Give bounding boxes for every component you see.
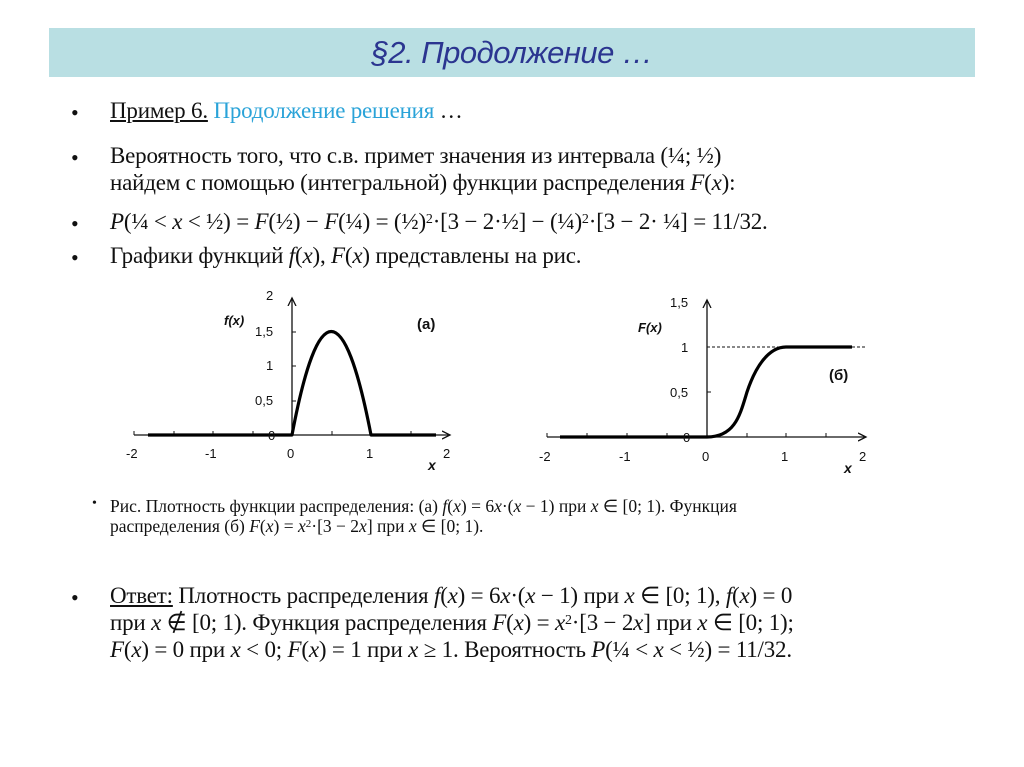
svg-text:1: 1 [266,358,274,373]
svg-text:0: 0 [683,430,691,445]
bullet-icon: • [71,100,79,125]
svg-text:-1: -1 [205,446,217,461]
svg-text:0: 0 [702,449,710,464]
bullet-icon: • [92,496,97,511]
figure-caption-line2: распределения (б) $F(x) = x^2\cdot[3 - 2x]$ при x ∈ [0; 1). [110,516,484,536]
svg-text:0: 0 [268,428,276,443]
figure-caption-line1: Рис. Плотность функции распределения: (а) f(x) = 6x·(x − 1) при x ∈ [0; 1). Функция [110,496,737,516]
answer-line1: Ответ: Плотность распределения f(x) = 6x·(x − 1) при x ∈ [0; 1), f(x) = 0 [110,583,793,608]
probability-intro-line2: найдем с помощью (интегральной) функции распределения F(x): [110,170,736,195]
bullet-icon: • [71,585,79,610]
bullet-icon: • [71,245,79,270]
svg-text:-2: -2 [539,449,551,464]
answer-line3: F(x) = 0 при x < 0; F(x) = 1 при x ≥ 1. Вероятность P(¼ < x < ½) = 11/32. [110,637,792,662]
svg-text:2: 2 [859,449,867,464]
chart-a-label: (а) [417,316,436,333]
graphs-intro: Графики функций f(x), F(x) представлены на рис. [110,243,582,268]
svg-text:1: 1 [681,340,689,355]
svg-text:0,5: 0,5 [670,385,689,400]
svg-text:1,5: 1,5 [670,295,689,310]
svg-text:1,5: 1,5 [255,324,274,339]
bullet-icon: • [71,145,79,170]
y-axis-label-b: F(x) [638,320,662,335]
chart-b-label: (б) [829,367,849,384]
svg-text:-2: -2 [126,446,138,461]
svg-text:0: 0 [287,446,295,461]
svg-text:1: 1 [366,446,374,461]
x-axis-label: x [428,457,436,473]
svg-text:1: 1 [781,449,789,464]
example-heading: Пример 6. Продолжение решения … [110,98,463,123]
svg-text:-1: -1 [619,449,631,464]
y-axis-label: f(x) [224,313,245,328]
example-subtitle: Продолжение решения [213,98,435,123]
cdf-curve [560,347,852,437]
bullet-icon: • [71,211,79,236]
answer-line2: при x ∉ [0; 1). Функция распределения $F(x) = x^2\cdot[3 - 2x]$ при x ∈ [0; 1); [110,610,794,635]
probability-formula: P(¼ < x < ½) = F(½) − F(¼) = (½)$^2$·[3 − 2·½] − (¼)$^2$·[3 − 2· ¼] = 11/32. [110,209,768,234]
example-label: Пример 6. [110,98,208,123]
slide-title: §2. Продолжение … [371,35,653,70]
probability-intro-line1: Вероятность того, что с.в. примет значения из интервала (¼; ½) [110,143,722,168]
x-axis-label-b: x [844,460,852,476]
answer-label: Ответ: [110,583,173,608]
svg-text:2: 2 [266,288,274,303]
svg-text:0,5: 0,5 [255,393,274,408]
svg-text:2: 2 [443,446,451,461]
